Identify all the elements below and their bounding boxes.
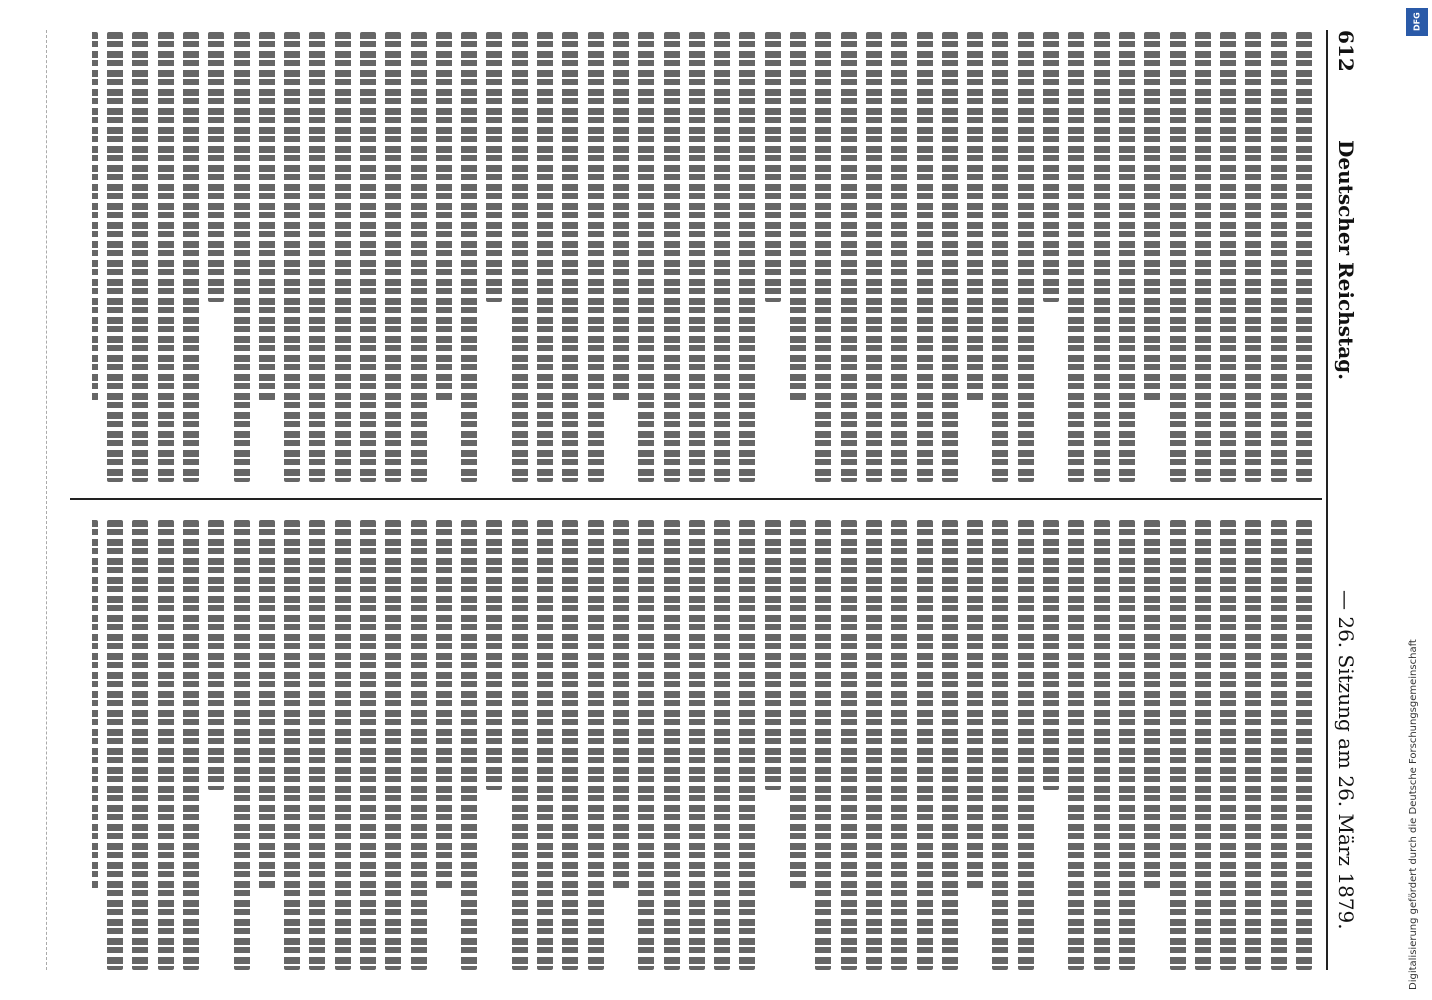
text-line <box>967 520 983 889</box>
text-line <box>512 520 528 970</box>
text-line <box>158 32 174 482</box>
text-line <box>588 32 604 482</box>
text-line <box>92 520 98 889</box>
text-line <box>537 520 553 970</box>
text-line <box>992 32 1008 482</box>
text-line <box>411 520 427 970</box>
text-line <box>487 520 503 790</box>
text-line <box>1144 32 1160 401</box>
text-line <box>765 520 781 790</box>
text-line <box>891 32 907 482</box>
text-line <box>208 520 224 790</box>
text-line <box>562 520 578 970</box>
text-line <box>360 520 376 970</box>
text-line <box>891 520 907 970</box>
text-line <box>1271 32 1287 482</box>
text-line <box>1296 520 1312 970</box>
text-line <box>183 32 199 482</box>
text-line <box>1119 32 1135 482</box>
text-line <box>1043 32 1059 302</box>
text-line <box>537 32 553 482</box>
text-line <box>1296 32 1312 482</box>
text-line <box>613 520 629 889</box>
text-line <box>234 520 250 970</box>
text-line <box>1068 32 1084 482</box>
text-line <box>765 32 781 302</box>
text-line <box>284 520 300 970</box>
text-line <box>1170 32 1186 482</box>
text-line <box>866 32 882 482</box>
text-line <box>309 32 325 482</box>
text-line <box>461 32 477 482</box>
text-line <box>1271 520 1287 970</box>
text-line <box>1245 520 1261 970</box>
text-line <box>335 520 351 970</box>
text-line <box>436 32 452 401</box>
page-title: Deutscher Reichstag. <box>1334 140 1358 381</box>
text-line <box>562 32 578 482</box>
text-line <box>790 520 806 889</box>
page-footer-rule <box>40 30 47 970</box>
text-line <box>1094 520 1110 970</box>
text-line <box>841 520 857 970</box>
text-line <box>613 32 629 401</box>
text-line <box>1195 520 1211 970</box>
text-line <box>487 32 503 302</box>
text-line <box>132 520 148 970</box>
text-line <box>689 520 705 970</box>
page-header <box>1326 30 1370 970</box>
text-line <box>866 520 882 970</box>
column-divider <box>70 498 1322 500</box>
text-line <box>436 520 452 889</box>
text-line <box>739 32 755 482</box>
text-line <box>1094 32 1110 482</box>
text-line <box>234 32 250 482</box>
page-number: 612 <box>1334 30 1358 72</box>
text-line <box>942 32 958 482</box>
text-line <box>714 32 730 482</box>
text-line <box>664 520 680 970</box>
text-line <box>1144 520 1160 889</box>
text-line <box>1195 32 1211 482</box>
text-line <box>259 32 275 401</box>
text-line <box>1018 32 1034 482</box>
text-line <box>917 32 933 482</box>
text-line <box>664 32 680 482</box>
text-line <box>739 520 755 970</box>
text-line <box>1170 520 1186 970</box>
text-line <box>967 32 983 401</box>
text-line <box>1119 520 1135 970</box>
text-line <box>385 520 401 970</box>
digitization-note <box>1408 10 1426 990</box>
left-text-column <box>92 32 1312 482</box>
right-text-column <box>92 520 1312 970</box>
text-line <box>588 520 604 970</box>
text-line <box>815 32 831 482</box>
text-line <box>841 32 857 482</box>
text-line <box>385 32 401 482</box>
text-line <box>107 520 123 970</box>
digitization-note-text: Digitalisierung gefördert durch die Deutsche Forschungsgemeinschaft <box>1408 639 1419 990</box>
text-line <box>992 520 1008 970</box>
text-line <box>638 32 654 482</box>
text-line <box>259 520 275 889</box>
text-line <box>1220 32 1236 482</box>
text-line <box>208 32 224 302</box>
text-line <box>790 32 806 401</box>
text-line <box>1220 520 1236 970</box>
text-line <box>714 520 730 970</box>
text-line <box>92 32 98 401</box>
text-line <box>1043 520 1059 790</box>
text-line <box>638 520 654 970</box>
text-line <box>309 520 325 970</box>
text-line <box>335 32 351 482</box>
text-line <box>689 32 705 482</box>
text-line <box>183 520 199 970</box>
text-line <box>1068 520 1084 970</box>
text-line <box>411 32 427 482</box>
text-line <box>942 520 958 970</box>
text-line <box>917 520 933 970</box>
text-line <box>360 32 376 482</box>
session-date: — 26. Sitzung am 26. März 1879. <box>1334 590 1358 930</box>
text-line <box>284 32 300 482</box>
text-line <box>132 32 148 482</box>
text-line <box>461 520 477 970</box>
text-line <box>158 520 174 970</box>
text-line <box>107 32 123 482</box>
text-line <box>815 520 831 970</box>
text-line <box>1018 520 1034 970</box>
text-line <box>1245 32 1261 482</box>
text-line <box>512 32 528 482</box>
dfg-logo: DFG <box>1406 8 1428 36</box>
